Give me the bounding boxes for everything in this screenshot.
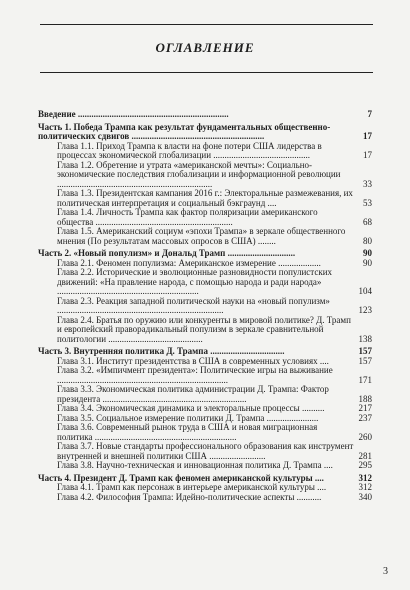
toc-chapter-entry bbox=[38, 423, 372, 442]
toc-entry-page: 53 bbox=[363, 197, 372, 208]
toc-chapter-entry bbox=[38, 161, 372, 190]
toc-entry-title: Глава 1.2. Обретение и утрата «американской мечты»: Социально-экономические последствия глобализации и информационной революции ..................................................................... bbox=[57, 159, 341, 189]
top-rule bbox=[40, 24, 373, 25]
toc-entry-page: 295 bbox=[358, 460, 372, 470]
toc-entry-page: 138 bbox=[358, 333, 372, 344]
toc-entry-title: Глава 3.5. Социальное измерение политики Д. Трампа ....................... bbox=[57, 412, 319, 423]
toc-entry-page: 171 bbox=[358, 374, 372, 385]
toc-chapter-entry bbox=[38, 366, 372, 385]
toc-entry-page: 90 bbox=[363, 248, 372, 258]
page-number: 3 bbox=[383, 566, 388, 577]
toc-entry-page: 312 bbox=[358, 482, 372, 492]
toc-chapter-entry bbox=[38, 142, 372, 161]
toc-entry-title: Глава 2.1. Феномен популизма: Американское измерение ................... bbox=[57, 257, 321, 268]
toc-entry-page: 33 bbox=[363, 178, 372, 189]
toc-entry-page: 104 bbox=[358, 286, 372, 296]
toc-entry-page: 260 bbox=[358, 431, 372, 442]
toc-entry-title: Глава 1.3. Президентская кампания 2016 г.: Электоральные размежевания, их политическая интерпретация и социальный бэкграунд .... bbox=[57, 188, 353, 208]
toc-entry-title: Глава 3.3. Экономическая политика администрации Д. Трампа: Фактор президента ................................................................ bbox=[57, 384, 329, 404]
toc-entry-page: 17 bbox=[363, 131, 372, 141]
toc-chapter-entry bbox=[38, 189, 372, 208]
toc-entry-title: Часть 2. «Новый популизм» и Дональд Трамп .............................. bbox=[38, 248, 296, 258]
toc-part-entry bbox=[38, 110, 372, 120]
toc-entry-title: Глава 1.1. Приход Трампа к власти на фоне потери США лидерства в процессах экономической глобализации ........................................... bbox=[57, 140, 322, 160]
toc-entry-title: Глава 2.3. Реакция западной политической науки на «новый популизм» .......................................................................... bbox=[57, 295, 330, 315]
toc-entry-title: Глава 4.1. Трамп как персонаж в интерьере американской культуры .... bbox=[57, 482, 327, 492]
table-of-contents bbox=[38, 110, 372, 502]
bottom-rule bbox=[40, 72, 373, 73]
toc-chapter-entry bbox=[38, 227, 372, 246]
toc-chapter-entry bbox=[38, 385, 372, 404]
toc-chapter-entry bbox=[38, 208, 372, 227]
toc-entry-title: Часть 3. Внутренняя политика Д. Трампа ................................. bbox=[38, 346, 285, 356]
toc-entry-title: Глава 3.1. Институт президентства в США в современных условиях .... bbox=[57, 355, 329, 366]
toc-chapter-entry bbox=[38, 493, 372, 503]
toc-chapter-entry bbox=[38, 268, 372, 297]
toc-entry-page: 281 bbox=[358, 450, 372, 461]
toc-entry-title: Часть 1. Победа Трампа как результат фундаментальных общественно-политических сдвигов ........................................................... bbox=[38, 121, 331, 141]
toc-entry-page: 90 bbox=[363, 257, 372, 268]
toc-entry-page: 157 bbox=[358, 346, 372, 356]
toc-entry-title: Введение ................................................................... bbox=[38, 109, 229, 119]
toc-entry-page: 17 bbox=[363, 150, 372, 160]
toc-entry-title: Глава 3.6. Современный рынок труда в США и новая миграционная политика ............................................................... bbox=[57, 422, 318, 442]
toc-entry-title: Глава 2.4. Братья по оружию или конкуренты в мировой политике? Д. Трамп и европейский праворадикальный популизм в зеркале сравнительной политологии .......................................... bbox=[57, 314, 351, 344]
toc-heading: ОГЛАВЛЕНИЕ bbox=[155, 40, 255, 55]
toc-entry-title: Часть 4. Президент Д. Трамп как феномен американской культуры .... bbox=[38, 472, 324, 483]
toc-entry-page: 217 bbox=[358, 403, 372, 413]
toc-entry-page: 237 bbox=[358, 412, 372, 423]
toc-entry-page: 157 bbox=[358, 355, 372, 366]
toc-entry-page: 340 bbox=[358, 491, 372, 502]
toc-entry-title: Глава 3.4. Экономическая динамика и электоральные процессы .......... bbox=[57, 403, 325, 413]
toc-chapter-entry bbox=[38, 316, 372, 345]
toc-entry-title: Глава 3.2. «Импичмент президента»: Политические игры на выживание ............................................................................ bbox=[57, 365, 333, 385]
toc-entry-page: 68 bbox=[363, 216, 372, 227]
toc-chapter-entry bbox=[38, 442, 372, 461]
toc-part-entry bbox=[38, 123, 372, 142]
toc-entry-page: 7 bbox=[367, 109, 372, 119]
toc-entry-page: 188 bbox=[358, 393, 372, 404]
toc-chapter-entry bbox=[38, 297, 372, 316]
toc-entry-page: 123 bbox=[358, 305, 372, 315]
toc-entry-title: Глава 2.2. Исторические и эволюционные разновидности популистских движений: «На правление народа, с помощью народа и ради народа» ............................................................... bbox=[57, 267, 333, 296]
toc-entry-title: Глава 3.8. Научно-техническая и инновационная политика Д. Трампа .... bbox=[57, 460, 333, 470]
toc-entry-title: Глава 1.5. Американский социум «эпохи Трампа» в зеркале общественного мнения (По результатам массовых опросов в США) ........ bbox=[57, 226, 346, 246]
toc-entry-title: Глава 1.4. Личность Трампа как фактор поляризации американского общества ............................................................. bbox=[57, 207, 318, 227]
toc-entry-page: 80 bbox=[363, 235, 372, 246]
toc-entry-title: Глава 4.2. Философия Трампа: Идейно-политические аспекты ........... bbox=[57, 491, 322, 502]
toc-entry-title: Глава 3.7. Новые стандарты профессионального образования как инструмент внутренней и внешней политики США ......................... bbox=[57, 441, 354, 461]
toc-entry-page: 312 bbox=[358, 472, 372, 483]
toc-chapter-entry bbox=[38, 461, 372, 471]
